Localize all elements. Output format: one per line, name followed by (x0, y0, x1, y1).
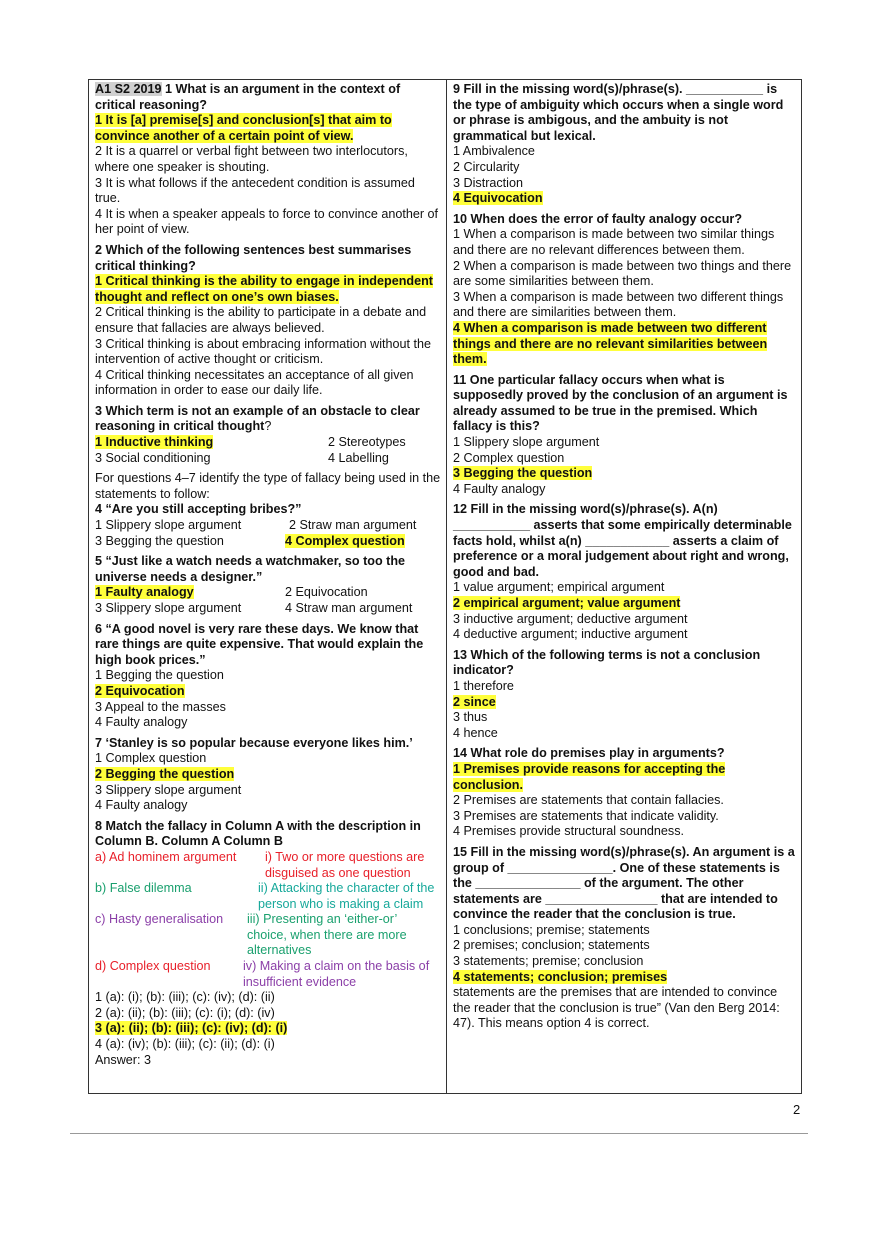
option: 3 statements; premise; conclusion (453, 954, 644, 969)
option: 3 Begging the question (95, 533, 224, 548)
match-row (95, 912, 441, 959)
question-text: 12 Fill in the missing word(s)/phrase(s). A(n) ___________ asserts that some empirically determinable facts hold, whilst a(n) ____________ asserts a claim of preference or a moral judgement about right and wrong, good and bad. (453, 502, 792, 579)
option: 2 Complex question (453, 450, 565, 465)
option: 4 It is when a speaker appeals to force to convince another of her point of view. (95, 206, 439, 237)
correct-answer: 1 Inductive thinking (95, 435, 214, 450)
option: 2 Equivocation (285, 585, 368, 600)
option: 2 Circularity (453, 159, 520, 174)
question-text: 3 Which term is not an example of an obstacle to clear reasoning in critical thought (95, 403, 420, 434)
question-text: 15 Fill in the missing word(s)/phrase(s). An argument is a group of _______________. One of these statements is the _______________ of the argument. The other statements are ________________ that are intended to convince the reader that the conclusion is true. (453, 844, 795, 922)
option: 2 Straw man argument (289, 518, 417, 533)
match-row (95, 959, 441, 990)
question-2 (95, 243, 441, 399)
option: 2 Stereotypes (328, 435, 406, 450)
question-1: A1 S2 2019 1 What is an argument in the context of critical reasoning? 1 It is [a] premise[s] and conclusion[s] that aim to convince another of a certain point of view. 2 It is a quarrel or verbal fight between two interlocutors, where one speaker is shouting. 3 It is what follows if the antecedent condition is assumed true. 4 It is when a speaker appeals to force to convince another of her point of view. (95, 82, 441, 238)
option: 1 Complex question (95, 751, 207, 766)
correct-answer: 4 statements; conclusion; premises (453, 969, 668, 984)
option: 1 Slippery slope argument (95, 518, 242, 533)
option: 2 (a): (ii); (b): (iii); (c): (i); (d): (iv) (95, 1005, 275, 1020)
option: 1 Ambivalence (453, 144, 535, 159)
column-a-item: d) Complex question (95, 959, 211, 974)
question-11 (453, 373, 797, 498)
option: 4 (a): (iv); (b): (iii); (c): (ii); (d): (i) (95, 1037, 275, 1052)
option: 3 It is what follows if the antecedent condition is assumed true. (95, 175, 415, 206)
footer-rule (70, 1133, 808, 1134)
question-text: 5 “Just like a watch needs a watchmaker, so too the universe needs a designer.” (95, 554, 406, 584)
correct-answer: 2 Begging the question (95, 766, 235, 781)
option: 3 Distraction (453, 175, 523, 190)
option: 4 Faulty analogy (453, 481, 546, 496)
option: 2 Critical thinking is the ability to participate in a debate and ensure that fallacies are always believed. (95, 305, 427, 335)
correct-answer: 1 Faulty analogy (95, 585, 194, 600)
correct-answer: 4 Complex question (285, 533, 405, 548)
right-column (447, 80, 802, 1032)
option: 1 (a): (i); (b): (iii); (c): (iv); (d): (ii) (95, 990, 275, 1005)
correct-answer: 3 (a): (ii); (b): (iii); (c): (iv); (d): (i) (95, 1021, 288, 1036)
option: 4 deductive argument; inductive argument (453, 627, 688, 642)
question-15 (453, 845, 797, 1032)
question-text: 7 ‘Stanley is so popular because everyone likes him.’ (95, 735, 413, 750)
correct-answer: 1 It is [a] premise[s] and conclusion[s] that aim to convince another of a certain point of view. (95, 113, 392, 143)
question-text: 14 What role do premises play in arguments? (453, 746, 725, 761)
option: 2 Premises are statements that contain fallacies. (453, 793, 724, 808)
option: 1 Slippery slope argument (453, 435, 600, 450)
option: 4 Faulty analogy (95, 715, 188, 730)
column-b-item: iii) Presenting an ‘either-or’ choice, when there are more alternatives (247, 912, 407, 958)
option: 1 Begging the question (95, 668, 224, 683)
question-text: 13 Which of the following terms is not a conclusion indicator? (453, 647, 761, 678)
option: 3 Slippery slope argument (95, 782, 242, 797)
correct-answer: 4 Equivocation (453, 191, 543, 206)
question-12 (453, 502, 797, 642)
exam-tag: A1 S2 2019 (95, 82, 162, 96)
question-4 (95, 502, 441, 549)
option: 4 Faulty analogy (95, 798, 188, 813)
instructions: For questions 4–7 identify the type of fallacy being used in the statements to follow: (95, 471, 441, 501)
option: 4 Premises provide structural soundness. (453, 824, 684, 839)
question-6 (95, 622, 441, 731)
page-number: 2 (793, 1102, 801, 1117)
question-table (88, 79, 802, 1094)
answer-note: Answer: 3 (95, 1052, 151, 1067)
question-3: 3 Which term is not an example of an obstacle to clear reasoning in critical thought? 1 Inductive thinking 2 Stereotypes 3 Social conditioning 4 Labelling (95, 403, 420, 465)
option: 4 hence (453, 725, 498, 740)
column-b-item: i) Two or more questions are disguised as one question (265, 849, 425, 880)
question-13 (453, 648, 797, 742)
match-row (95, 850, 441, 881)
question-9 (453, 82, 797, 207)
question-5 (95, 554, 441, 616)
question-7 (95, 736, 441, 814)
question-text: 11 One particular fallacy occurs when what is supposedly proved by the conclusion of an argument is already assumed to be true in the premised. Which fallacy is this? (453, 372, 788, 434)
question-text: 2 Which of the following sentences best summarises critical thinking? (95, 242, 412, 273)
match-row (95, 881, 441, 912)
option: 4 Critical thinking necessitates an acceptance of all given information in order to ease our daily life. (95, 367, 414, 398)
column-a-item: b) False dilemma (95, 881, 192, 896)
correct-answer: 4 When a comparison is made between two different things and there are no relevant similarities between them. (453, 320, 768, 367)
question-text: 4 “Are you still accepting bribes?” (95, 502, 302, 517)
option: 1 conclusions; premise; statements (453, 922, 650, 937)
option: 4 Labelling (328, 450, 389, 465)
question-8 (95, 819, 441, 1069)
option: 4 Straw man argument (285, 601, 413, 615)
correct-answer: 3 Begging the question (453, 466, 593, 481)
question-text: 6 “A good novel is very rare these days. We know that rare things are quite expensive. That would explain the high book prices.” (95, 621, 424, 667)
question-10 (453, 212, 797, 368)
question-text: 10 When does the error of faulty analogy occur? (453, 211, 743, 226)
correct-answer: 1 Premises provide reasons for accepting the conclusion. (453, 761, 726, 792)
column-b-item: ii) Attacking the character of the person who is making a claim (258, 881, 435, 911)
explanation: statements are the premises that are intended to convince the reader that the conclusion is true” (Van den Berg 2014: 47). This means option 4 is correct. (453, 985, 780, 1031)
correct-answer: 2 since (453, 694, 496, 709)
option: 3 Critical thinking is about embracing information without the intervention of active thought or criticism. (95, 336, 432, 367)
option: 2 It is a quarrel or verbal fight between two interlocutors, where one speaker is shouting. (95, 144, 408, 174)
option: 1 therefore (453, 678, 514, 693)
correct-answer: 2 Equivocation (95, 683, 185, 698)
column-a-item: a) Ad hominem argument (95, 849, 237, 864)
question-text: 9 Fill in the missing word(s)/phrase(s). ___________ is the type of ambiguity which occurs when a single word or phrase is ambigous, and the ambuity is not grammatical but lexical. (453, 82, 784, 143)
option: 2 premises; conclusion; statements (453, 938, 650, 953)
question-14 (453, 746, 797, 840)
question-text: 8 Match the fallacy in Column A with the description in Column B. Column A Column B (95, 818, 421, 849)
left-column (89, 80, 446, 1068)
correct-answer: 2 empirical argument; value argument (453, 596, 681, 610)
option: 3 inductive argument; deductive argument (453, 611, 688, 626)
option: 3 Premises are statements that indicate validity. (453, 808, 719, 823)
correct-answer: 1 Critical thinking is the ability to engage in independent thought and reflect on one’s own biases. (95, 274, 433, 304)
option: 3 When a comparison is made between two different things and there are similarities between them. (453, 289, 784, 320)
option: 2 When a comparison is made between two things and there are some similarities between them. (453, 258, 792, 289)
option: 3 Social conditioning (95, 450, 211, 465)
option: 3 thus (453, 710, 488, 725)
column-b-item: iv) Making a claim on the basis of insufficient evidence (243, 959, 430, 989)
option: 3 Slippery slope argument (95, 601, 242, 615)
option: 3 Appeal to the masses (95, 699, 226, 714)
option: 1 When a comparison is made between two similar things and there are no relevant differences between them. (453, 227, 775, 257)
column-a-item: c) Hasty generalisation (95, 912, 224, 927)
option: 1 value argument; empirical argument (453, 580, 665, 595)
